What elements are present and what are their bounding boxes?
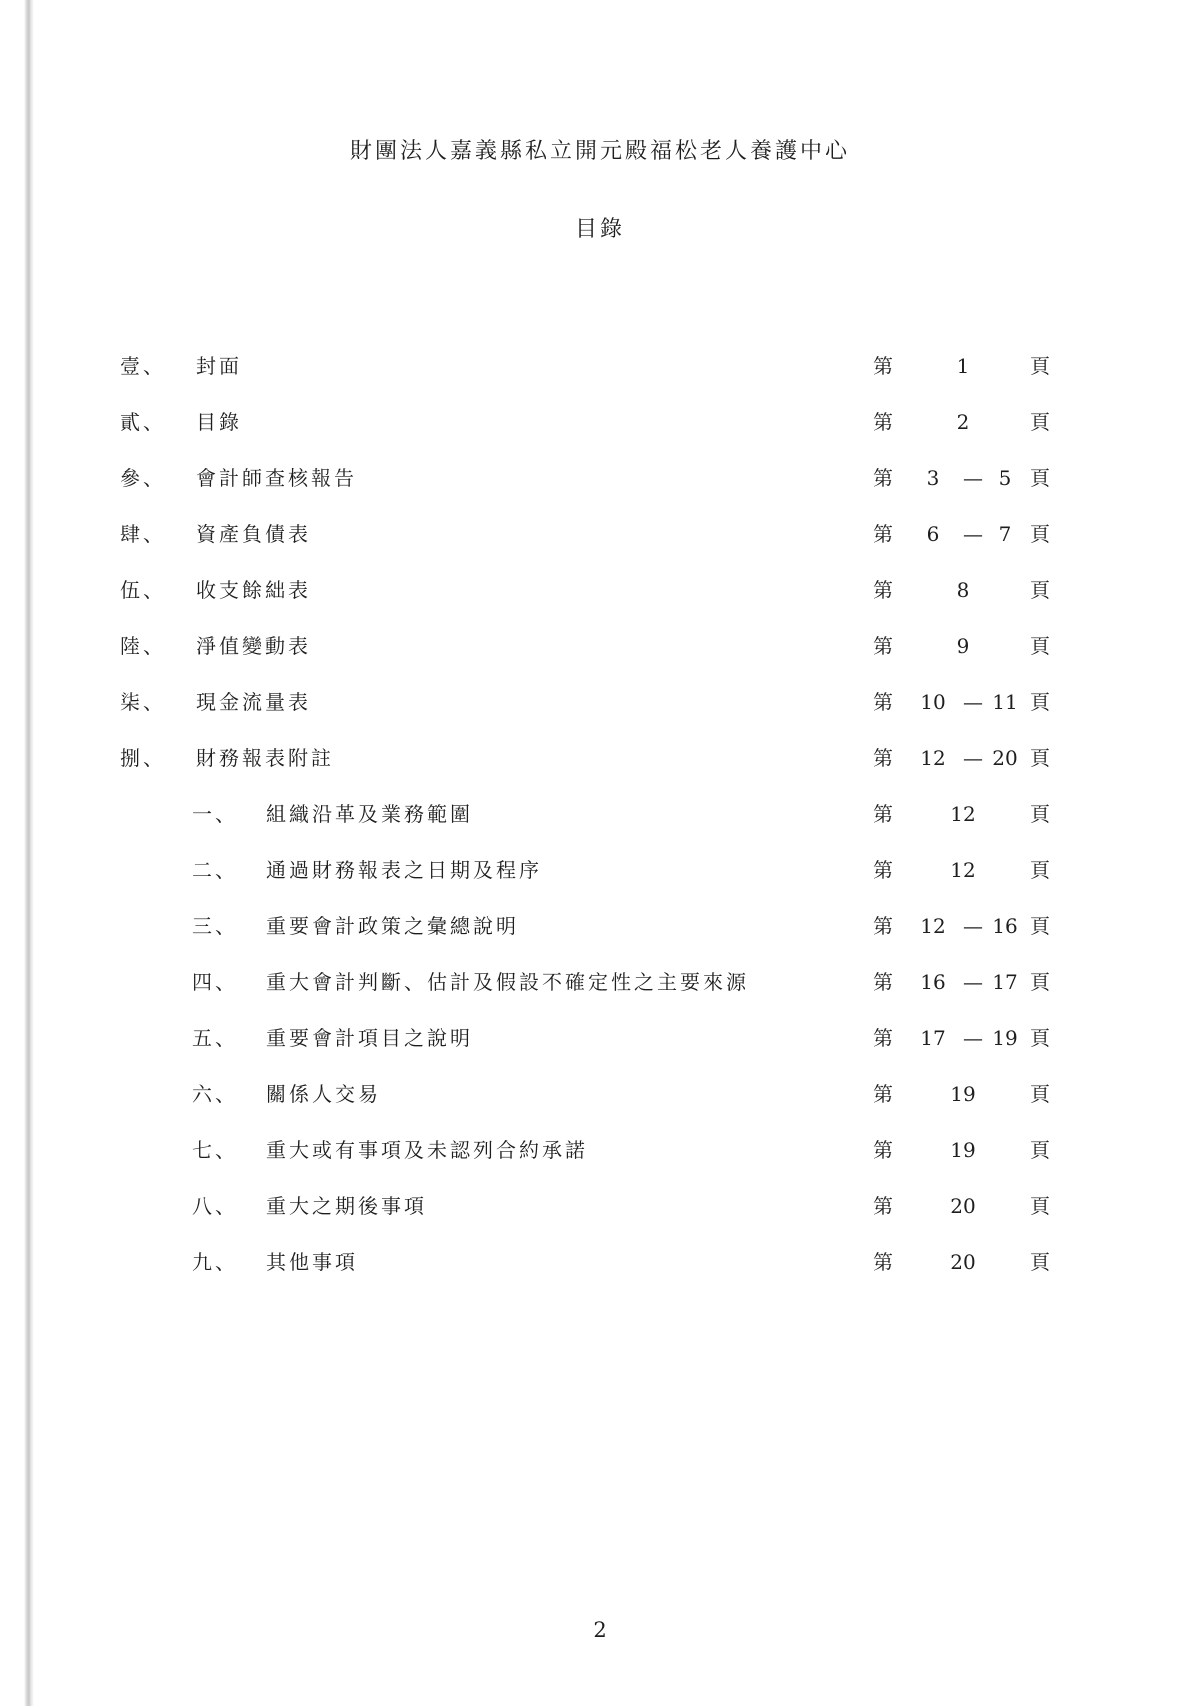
toc-entry-title: 現金流量表 [196,690,311,714]
toc-entry-title: 通過財務報表之日期及程序 [266,858,542,882]
toc-page-prefix: 第 [873,1194,896,1218]
toc-entry-number: 柒、 [120,690,166,714]
toc-page-prefix: 第 [873,1138,896,1162]
toc-entry-number: 壹、 [120,354,166,378]
toc-page-prefix: 第 [873,802,896,826]
toc-entry [0,519,1200,549]
toc-entry-number: 陸、 [120,634,166,658]
toc-page-suffix: 頁 [1030,1194,1053,1218]
toc-subentry [0,1079,1200,1109]
toc-page-suffix: 頁 [1030,634,1053,658]
toc-entry-title: 重要會計項目之說明 [266,1026,473,1050]
toc-subentry [0,855,1200,885]
toc-page-prefix: 第 [873,746,896,770]
toc-page-suffix: 頁 [1030,1082,1053,1106]
toc-page-prefix: 第 [873,466,896,490]
toc-entry-number: 五、 [192,1026,238,1050]
toc-page-prefix: 第 [873,354,896,378]
toc-page-start: 6 [926,522,940,546]
toc-page-dash: — [963,466,983,490]
page-number: 2 [593,1618,607,1642]
toc-page-suffix: 頁 [1030,1026,1053,1050]
toc-page-suffix: 頁 [1030,578,1053,602]
toc-page-single: 1 [956,354,970,378]
toc-subentry [0,1135,1200,1165]
toc-entry-title: 其他事項 [266,1250,358,1274]
toc-page-dash: — [963,1026,983,1050]
toc-page-dash: — [963,522,983,546]
toc-entry-title: 組織沿革及業務範圍 [266,802,473,826]
toc-page-single: 9 [956,634,970,658]
toc-entry-number: 貳、 [120,410,166,434]
toc-entry-title: 資產負債表 [196,522,311,546]
toc-page-suffix: 頁 [1030,970,1053,994]
toc-entry-number: 四、 [192,970,238,994]
toc-page-start: 3 [926,466,940,490]
toc-page-single: 19 [950,1138,976,1162]
toc-subentry [0,967,1200,997]
toc-page-single: 19 [950,1082,976,1106]
toc-entry-number: 八、 [192,1194,238,1218]
toc-entry-number: 二、 [192,858,238,882]
scan-edge-shadow [0,0,34,1706]
toc-page-end: 17 [992,970,1018,994]
toc-page-end: 7 [998,522,1012,546]
toc-page-start: 10 [920,690,946,714]
toc-page-suffix: 頁 [1030,1138,1053,1162]
toc-page-prefix: 第 [873,410,896,434]
toc-page-dash: — [963,746,983,770]
toc-page-end: 5 [998,466,1012,490]
toc-page-dash: — [963,690,983,714]
toc-page-start: 16 [920,970,946,994]
toc-entry-title: 封面 [196,354,242,378]
toc-entry [0,743,1200,773]
toc-page-start: 12 [920,746,946,770]
toc-page-single: 12 [950,858,976,882]
toc-page-start: 12 [920,914,946,938]
toc-page-suffix: 頁 [1030,410,1053,434]
toc-subentry [0,911,1200,941]
toc-entry-number: 參、 [120,466,166,490]
toc-page-prefix: 第 [873,578,896,602]
toc-entry-title: 目錄 [196,410,242,434]
toc-page-suffix: 頁 [1030,690,1053,714]
toc-page-end: 16 [992,914,1018,938]
toc-page-prefix: 第 [873,634,896,658]
toc-page-prefix: 第 [873,858,896,882]
toc-page-suffix: 頁 [1030,522,1053,546]
toc-page-suffix: 頁 [1030,1250,1053,1274]
toc-page-prefix: 第 [873,970,896,994]
toc-page-prefix: 第 [873,914,896,938]
toc-entry-number: 肆、 [120,522,166,546]
toc-page-end: 20 [992,746,1018,770]
toc-entry [0,351,1200,381]
toc-entry-number: 一、 [192,802,238,826]
toc-page-dash: — [963,970,983,994]
organization-title: 財團法人嘉義縣私立開元殿福松老人養護中心 [349,139,850,164]
toc-page-suffix: 頁 [1030,914,1053,938]
toc-entry-title: 收支餘絀表 [196,578,311,602]
toc-page-single: 20 [950,1194,976,1218]
toc-entry [0,687,1200,717]
toc-subentry [0,799,1200,829]
toc-page-start: 17 [920,1026,946,1050]
toc-entry-number: 九、 [192,1250,238,1274]
toc-entry-title: 淨值變動表 [196,634,311,658]
toc-entry-title: 重大或有事項及未認列合約承諾 [266,1138,588,1162]
toc-page-prefix: 第 [873,1026,896,1050]
toc-entry-number: 三、 [192,914,238,938]
toc-entry-title: 會計師查核報告 [196,466,357,490]
toc-entry-title: 財務報表附註 [196,746,334,770]
toc-entry [0,463,1200,493]
toc-entry [0,407,1200,437]
toc-entry-title: 重要會計政策之彙總說明 [266,914,519,938]
toc-page-single: 8 [956,578,970,602]
toc-page-prefix: 第 [873,522,896,546]
toc-entry-title: 關係人交易 [266,1082,381,1106]
toc-entry-number: 七、 [192,1138,238,1162]
toc-page-suffix: 頁 [1030,802,1053,826]
toc-page-suffix: 頁 [1030,466,1053,490]
toc-page-prefix: 第 [873,1082,896,1106]
toc-subentry [0,1023,1200,1053]
toc-page-single: 12 [950,802,976,826]
toc-page-suffix: 頁 [1030,858,1053,882]
toc-subentry [0,1247,1200,1277]
toc-subentry [0,1191,1200,1221]
toc-entry [0,631,1200,661]
toc-page-prefix: 第 [873,1250,896,1274]
toc-entry [0,575,1200,605]
toc-entry-number: 六、 [192,1082,238,1106]
toc-page-end: 11 [992,690,1018,714]
toc-page-prefix: 第 [873,690,896,714]
toc-entry-title: 重大之期後事項 [266,1194,427,1218]
toc-page-single: 20 [950,1250,976,1274]
toc-entry-number: 捌、 [120,746,166,770]
toc-entry-number: 伍、 [120,578,166,602]
toc-page-single: 2 [956,410,970,434]
toc-page-suffix: 頁 [1030,746,1053,770]
toc-page-suffix: 頁 [1030,354,1053,378]
toc-page-dash: — [963,914,983,938]
toc-entry-title: 重大會計判斷、估計及假設不確定性之主要來源 [266,970,749,994]
toc-title: 目錄 [574,217,625,242]
toc-page-end: 19 [992,1026,1018,1050]
